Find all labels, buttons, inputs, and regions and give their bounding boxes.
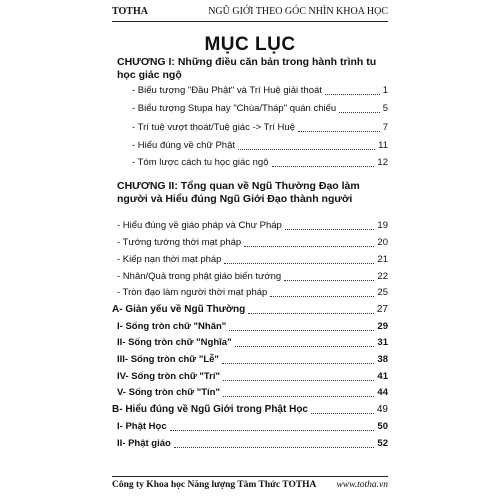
- toc-entry-label: - Nhân/Quả trong phật giáo biến tướng: [117, 271, 282, 282]
- dot-leader: [244, 246, 374, 247]
- dot-leader: [170, 430, 375, 431]
- toc-section-row: [112, 303, 388, 317]
- toc-entry-label: V- Sống tròn chữ "Tín": [117, 387, 220, 398]
- toc-page-number: 12: [377, 157, 388, 168]
- toc-page-number: 27: [376, 304, 388, 315]
- dot-leader: [235, 346, 375, 347]
- toc-page-number: 7: [382, 122, 388, 133]
- toc-entry: [117, 336, 388, 350]
- header-book-title: NGŨ GIỚI THEO GÓC NHÌN KHOA HỌC: [208, 6, 388, 17]
- footer-website: www.totha.vn: [336, 480, 388, 490]
- dot-leader: [311, 413, 374, 414]
- dot-leader: [272, 166, 375, 167]
- toc-entry: [117, 253, 388, 267]
- toc-page-number: 29: [377, 321, 388, 332]
- dot-leader: [223, 380, 374, 381]
- toc-entry-label: II- Phật giáo: [117, 438, 171, 449]
- chapter-2-heading: CHƯƠNG II: Tổng quan về Ngũ Thường Đạo làm người và Hiểu đúng Ngũ Giới Đạo thành người: [117, 180, 360, 205]
- toc-entry-label: - Hiểu đúng về giáo pháp và Chư Pháp: [117, 220, 282, 231]
- dot-leader: [229, 330, 374, 331]
- toc-entry: [117, 437, 388, 451]
- toc-page-number: 11: [378, 140, 388, 151]
- toc-entry: [117, 386, 388, 400]
- toc-entry: [117, 219, 388, 233]
- toc-page-number: 49: [376, 404, 388, 415]
- toc-page-number: 19: [377, 220, 388, 231]
- toc-entry-label: - Tóm lược cách tu học giác ngộ: [132, 157, 269, 168]
- footer-company: Công ty Khoa học Năng lượng Tâm Thức TOTHA: [112, 480, 317, 490]
- dot-leader: [298, 131, 380, 132]
- toc-entry: [132, 84, 388, 98]
- running-footer: [112, 480, 388, 494]
- dot-leader: [284, 280, 374, 281]
- dot-leader: [223, 396, 374, 397]
- toc-entry-label: I- Phật Học: [117, 421, 167, 432]
- toc-entry-label: - Biểu tượng "Đầu Phật" và Trí Huệ giải thoát: [132, 85, 322, 96]
- toc-entry: [132, 121, 388, 135]
- dot-leader: [238, 149, 375, 150]
- toc-page-number: 52: [377, 438, 388, 449]
- dot-leader: [174, 447, 375, 448]
- toc-page-number: 5: [382, 103, 388, 114]
- dot-leader: [270, 296, 374, 297]
- toc-page-number: 21: [377, 254, 388, 265]
- toc-entry: [132, 156, 388, 170]
- toc-entry-label: - Tướng tướng thời mạt pháp: [117, 237, 242, 248]
- toc-page-number: 41: [377, 371, 388, 382]
- toc-entry-label: - Kiếp nạn thời mạt pháp: [117, 254, 222, 265]
- toc-entry-label: II- Sống tròn chữ "Nghĩa": [117, 337, 232, 348]
- dot-leader: [248, 313, 374, 314]
- toc-page-number: 22: [377, 271, 388, 282]
- dot-leader: [325, 94, 380, 95]
- toc-page-number: 20: [377, 237, 388, 248]
- toc-entry: [117, 236, 388, 250]
- toc-entry: [132, 102, 388, 116]
- toc-entry: [117, 270, 388, 284]
- toc-entry-label: - Trí tuệ vượt thoát/Tuệ giác -> Trí Huệ: [132, 122, 295, 133]
- toc-page-number: 25: [377, 287, 388, 298]
- toc-entry-label: - Tròn đạo làm người thời mạt pháp: [117, 287, 268, 298]
- toc-entry: [117, 353, 388, 367]
- dot-leader: [339, 112, 380, 113]
- toc-entry-label: - Hiểu đúng về chữ Phật: [132, 140, 236, 151]
- toc-entry-label: III- Sống tròn chữ "Lễ": [117, 354, 219, 365]
- toc-page-number: 31: [377, 337, 388, 348]
- toc-page-number: 50: [377, 421, 388, 432]
- toc-section-label: A- Giản yếu về Ngũ Thường: [112, 304, 246, 315]
- footer-divider: [112, 476, 388, 477]
- page-title: MỤC LỤC: [204, 34, 296, 55]
- toc-section-label: B- Hiểu đúng về Ngũ Giới trong Phật Học: [112, 404, 308, 415]
- dot-leader: [222, 363, 375, 364]
- toc-entry-label: - Biểu tượng Stupa hay "Chùa/Tháp" quán chiếu: [132, 103, 337, 114]
- header-publisher: TOTHA: [112, 6, 148, 17]
- dot-leader: [224, 263, 374, 264]
- toc-entry: [117, 370, 388, 384]
- toc-section-row: [112, 403, 388, 417]
- chapter-1-heading: CHƯƠNG I: Những điều căn bản trong hành trình tu học giác ngộ: [117, 56, 377, 81]
- toc-entry-label: IV- Sống tròn chữ "Trí": [117, 371, 220, 382]
- toc-entry: [132, 139, 388, 153]
- toc-entry: [117, 320, 388, 334]
- dot-leader: [285, 229, 375, 230]
- toc-entry: [117, 286, 388, 300]
- toc-entry-label: I- Sống tròn chữ "Nhân": [117, 321, 227, 332]
- toc-page-number: 1: [382, 85, 388, 96]
- toc-entry: [117, 420, 388, 434]
- toc-page-number: 38: [377, 354, 388, 365]
- toc-page-number: 44: [377, 387, 388, 398]
